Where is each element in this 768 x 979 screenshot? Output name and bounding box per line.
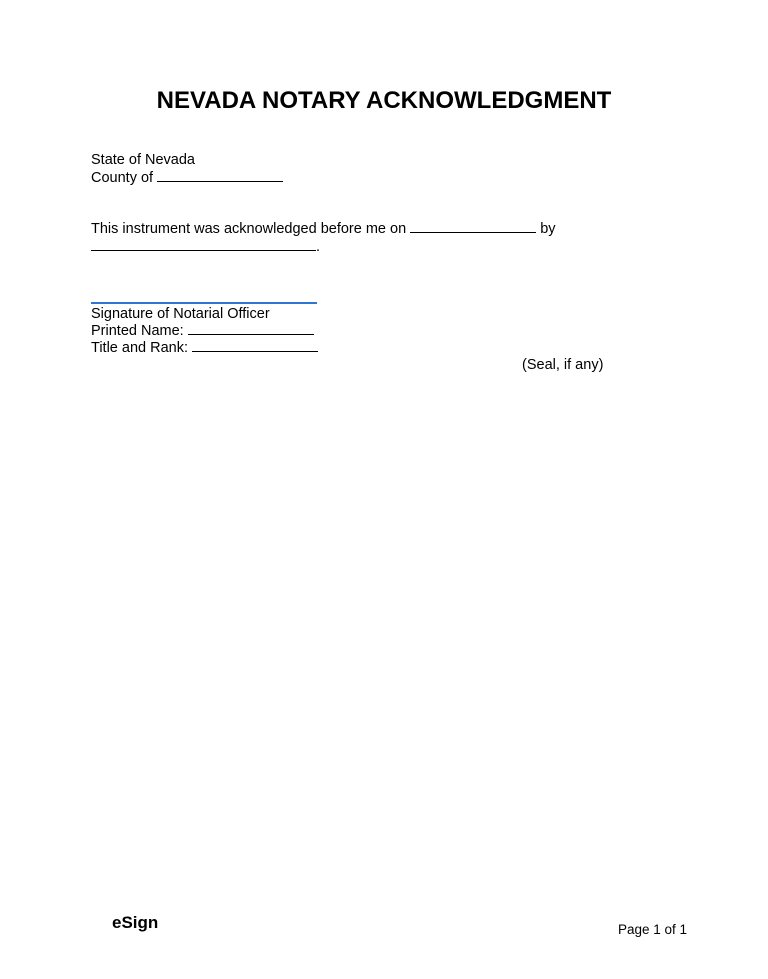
signature-line[interactable] bbox=[91, 302, 317, 304]
seal-label: (Seal, if any) bbox=[522, 357, 604, 373]
title-rank-line bbox=[91, 340, 318, 356]
document-title: NEVADA NOTARY ACKNOWLEDGMENT bbox=[156, 87, 612, 114]
county-blank-field[interactable] bbox=[157, 180, 283, 182]
printed-name-blank-field[interactable] bbox=[188, 333, 314, 335]
printed-name-line bbox=[91, 323, 314, 339]
acknowledgment-line bbox=[91, 221, 556, 237]
county-label: County of bbox=[91, 170, 154, 186]
period: . bbox=[316, 239, 321, 255]
signer-line bbox=[91, 239, 320, 255]
printed-name-label: Printed Name: bbox=[91, 323, 184, 339]
page-indicator: Page 1 of 1 bbox=[618, 922, 688, 937]
date-blank-field[interactable] bbox=[410, 231, 536, 233]
esign-logo: eSign bbox=[112, 913, 159, 932]
title-rank-label: Title and Rank: bbox=[91, 340, 188, 356]
title-rank-blank-field[interactable] bbox=[192, 350, 318, 352]
state-line: State of Nevada bbox=[91, 152, 195, 168]
acknowledgment-text: This instrument was acknowledged before me on bbox=[91, 221, 407, 237]
by-label: by bbox=[540, 221, 556, 237]
signature-label: Signature of Notarial Officer bbox=[91, 306, 270, 322]
signer-name-blank-field[interactable] bbox=[91, 249, 316, 251]
county-line bbox=[91, 170, 283, 186]
